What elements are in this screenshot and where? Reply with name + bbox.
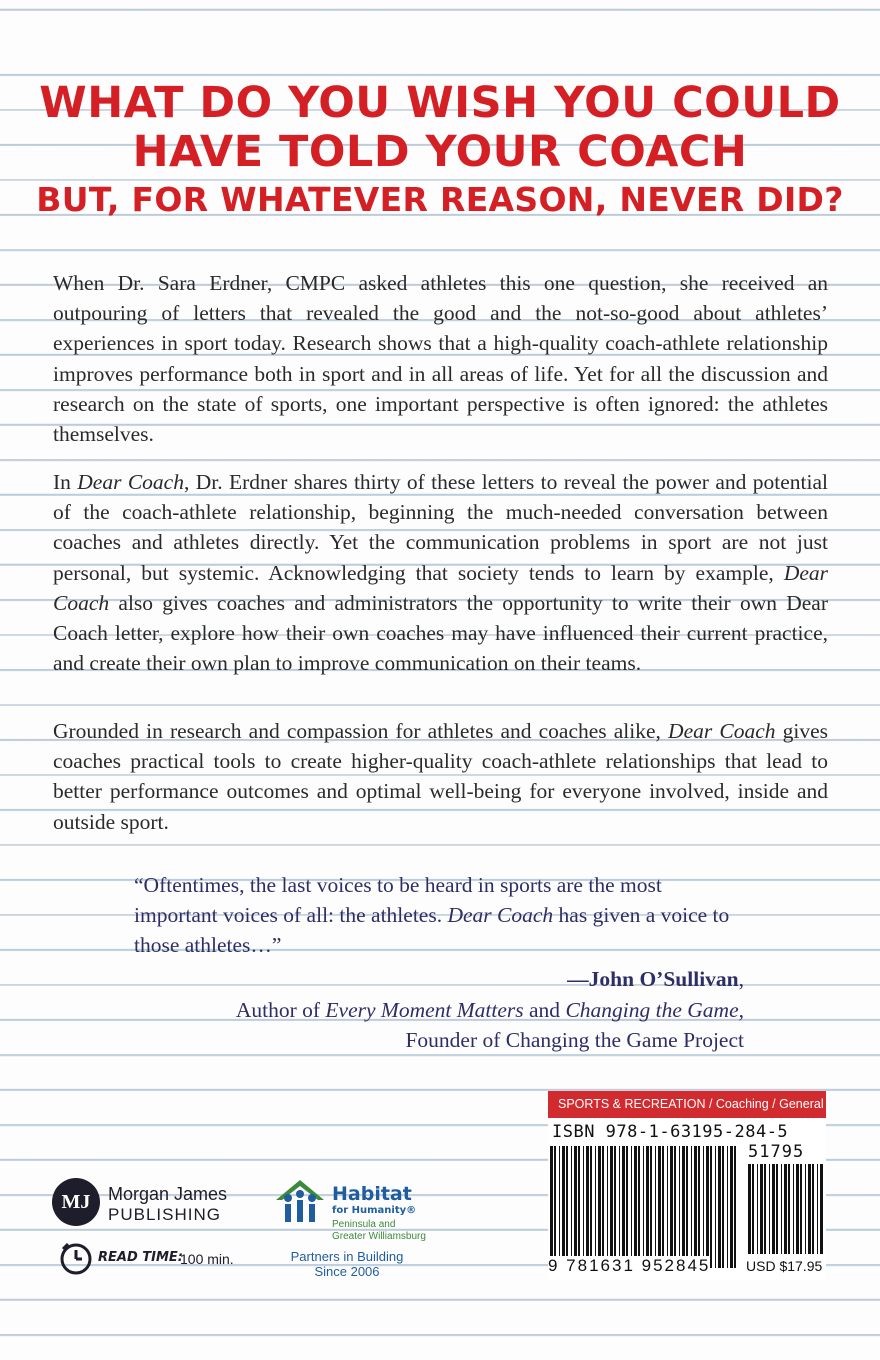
quote-text: has given a voice to those athletes…” xyxy=(134,903,730,958)
barcode-bar xyxy=(638,1146,640,1268)
book-title: Dear Coach xyxy=(77,470,184,494)
author-role-2: Founder of Changing the Game Project xyxy=(405,1028,744,1052)
barcode-bar xyxy=(674,1146,676,1268)
barcode-bar xyxy=(619,1146,620,1268)
barcode-bar xyxy=(784,1164,787,1254)
p2-text: , Dr. Erdner shares thirty of these letters to reveal the power and potential of the coach-athlete relationship, beginning the much-needed conversation between coaches and athletes directly. Yet the communication problems in sport are not just personal, but systemic. Acknowledging that society tends to learn by example, xyxy=(53,470,828,585)
barcode-bar xyxy=(760,1164,763,1254)
barcode-bar xyxy=(727,1146,728,1268)
barcode-bar xyxy=(614,1146,616,1268)
habitat-sub: for Humanity® xyxy=(332,1205,417,1216)
barcode-bar xyxy=(574,1146,577,1268)
barcode-bar xyxy=(788,1164,790,1254)
publisher-sub: PUBLISHING xyxy=(108,1205,221,1224)
barcode-bar xyxy=(710,1146,712,1268)
isbn-barcode xyxy=(548,1118,826,1280)
barcode-bar xyxy=(622,1146,625,1268)
barcode-bar xyxy=(578,1146,580,1268)
p2-text: In xyxy=(53,470,78,494)
barcode-bar xyxy=(703,1146,704,1268)
book-title: Dear Coach xyxy=(447,903,554,928)
barcode-bar xyxy=(559,1146,560,1268)
price: USD $17.95 xyxy=(746,1258,823,1274)
barcode-bar xyxy=(602,1146,604,1268)
description-paragraph-2 xyxy=(53,467,828,678)
barcode-bar xyxy=(694,1146,697,1268)
barcode-bar xyxy=(757,1164,758,1254)
read-time-value: 100 min. xyxy=(180,1251,234,1267)
description-paragraph-3 xyxy=(53,716,828,837)
habitat-partner-line: Partners in Building xyxy=(290,1249,404,1264)
barcode-bar xyxy=(571,1146,572,1268)
barcode-bar xyxy=(781,1164,782,1254)
barcode-bar xyxy=(583,1146,584,1268)
p2-text: also gives coaches and administrators the opportunity to write their own Dear Coach letter, explore how their own coaches may have influenced their current practice, and create their own plan to improve communication on their teams. xyxy=(53,590,828,676)
read-time-label: READ TIME: xyxy=(98,1250,183,1265)
barcode-bar xyxy=(590,1146,592,1268)
barcode-bar xyxy=(805,1164,806,1254)
barcode-bar xyxy=(595,1146,596,1268)
book-title: Dear Coach xyxy=(668,719,776,743)
habitat-house-icon xyxy=(272,1176,328,1226)
barcode-bar xyxy=(655,1146,656,1268)
barcode-bar xyxy=(812,1164,814,1254)
barcode-bar xyxy=(698,1146,700,1268)
barcode-bar xyxy=(820,1164,823,1254)
barcode-bar xyxy=(715,1146,716,1268)
headline-line-3: BUT, FOR WHATEVER REASON, NEVER DID? xyxy=(36,180,844,219)
author-role xyxy=(236,995,744,1025)
barcode-bar xyxy=(667,1146,668,1268)
barcode-bar xyxy=(817,1164,818,1254)
barcode-bar xyxy=(643,1146,644,1268)
description-paragraph-1: When Dr. Sara Erdner, CMPC asked athletes this one question, she received an outpouring of letters that revealed the good and the not-so-good about athletes’ experiences in sport today. Research shows that a high-quality coach-athlete relationship improves performance both in sport and in all areas of life. Yet for all the discussion and research on the state of sports, one important perspective is often ignored: the athletes themselves. xyxy=(53,271,828,447)
headline-line-1: WHAT DO YOU WISH YOU COULD xyxy=(39,78,841,128)
barcode-bar xyxy=(610,1146,613,1268)
barcode-bar xyxy=(631,1146,632,1268)
isbn-digits: 9 781631 952845 xyxy=(548,1256,711,1275)
barcode-bars-price xyxy=(748,1164,824,1254)
barcode-bar xyxy=(800,1164,802,1254)
book-title: Changing the Game xyxy=(565,998,739,1022)
barcode-bar xyxy=(730,1146,733,1268)
barcode-bar xyxy=(793,1164,794,1254)
barcode-bar xyxy=(679,1146,680,1268)
habitat-region: Greater Williamsburg xyxy=(332,1231,426,1242)
barcode-bar xyxy=(722,1146,724,1268)
book-title: Every Moment Matters xyxy=(325,998,524,1022)
barcode-bar xyxy=(752,1164,754,1254)
author-comma: , xyxy=(738,967,744,991)
isbn-label: ISBN 978-1-63195-284-5 xyxy=(552,1122,789,1142)
barcode-bars-main xyxy=(550,1146,740,1268)
publisher-name: Morgan James xyxy=(108,1184,228,1204)
endorsement-quote xyxy=(134,870,744,961)
headline-line-2: HAVE TOLD YOUR COACH xyxy=(132,127,748,177)
barcode-bar xyxy=(586,1146,589,1268)
habitat-region: Peninsula and xyxy=(332,1219,396,1230)
barcode-bar xyxy=(670,1146,673,1268)
barcode-bar xyxy=(686,1146,688,1268)
barcode-bar xyxy=(682,1146,685,1268)
barcode-bar xyxy=(769,1164,770,1254)
clock-icon xyxy=(58,1240,94,1276)
barcode-bar xyxy=(634,1146,637,1268)
author-name: —John O’Sullivan xyxy=(567,967,739,991)
barcode-bar xyxy=(662,1146,664,1268)
barcode-bar xyxy=(550,1146,553,1268)
barcode-bar xyxy=(566,1146,568,1268)
barcode-bar xyxy=(554,1146,556,1268)
role-text: and xyxy=(523,998,566,1022)
price-code: 51795 xyxy=(748,1142,805,1162)
barcode-bar xyxy=(772,1164,775,1254)
quote-author xyxy=(567,964,744,994)
barcode-bar xyxy=(706,1146,709,1268)
morgan-james-logo xyxy=(52,1178,100,1226)
category-label: SPORTS & RECREATION / Coaching / General xyxy=(548,1091,826,1118)
role-text: , xyxy=(738,998,744,1022)
p3-text: gives coaches practical tools to create higher-quality coach-athlete relationships that lead to better performance outcomes and optimal well-being for everyone involved, inside and outside sport. xyxy=(53,719,829,834)
barcode-bar xyxy=(764,1164,766,1254)
barcode-bar xyxy=(646,1146,649,1268)
barcode-bar xyxy=(650,1146,652,1268)
barcode-bar xyxy=(776,1164,778,1254)
logo-letters: MJ xyxy=(61,1191,91,1213)
barcode-bar xyxy=(718,1146,721,1268)
habitat-name: Habitat xyxy=(332,1183,412,1205)
barcode-bar xyxy=(607,1146,608,1268)
barcode-bar xyxy=(734,1146,736,1268)
role-text: Author of xyxy=(235,998,326,1022)
barcode-bar xyxy=(796,1164,799,1254)
barcode-bar xyxy=(808,1164,811,1254)
habitat-partner-line: Since 2006 xyxy=(314,1264,380,1279)
barcode-bar xyxy=(598,1146,601,1268)
p3-text: Grounded in research and compassion for athletes and coaches alike, xyxy=(53,719,669,743)
quote-text: “Oftentimes, the last voices to be heard in sports are the most important voices of all: the athletes. xyxy=(134,873,662,928)
barcode-bar xyxy=(626,1146,628,1268)
barcode-bar xyxy=(562,1146,565,1268)
barcode-bar xyxy=(691,1146,692,1268)
book-title: Dear Coach xyxy=(53,560,828,615)
barcode-bar xyxy=(748,1164,751,1254)
barcode-bar xyxy=(658,1146,661,1268)
